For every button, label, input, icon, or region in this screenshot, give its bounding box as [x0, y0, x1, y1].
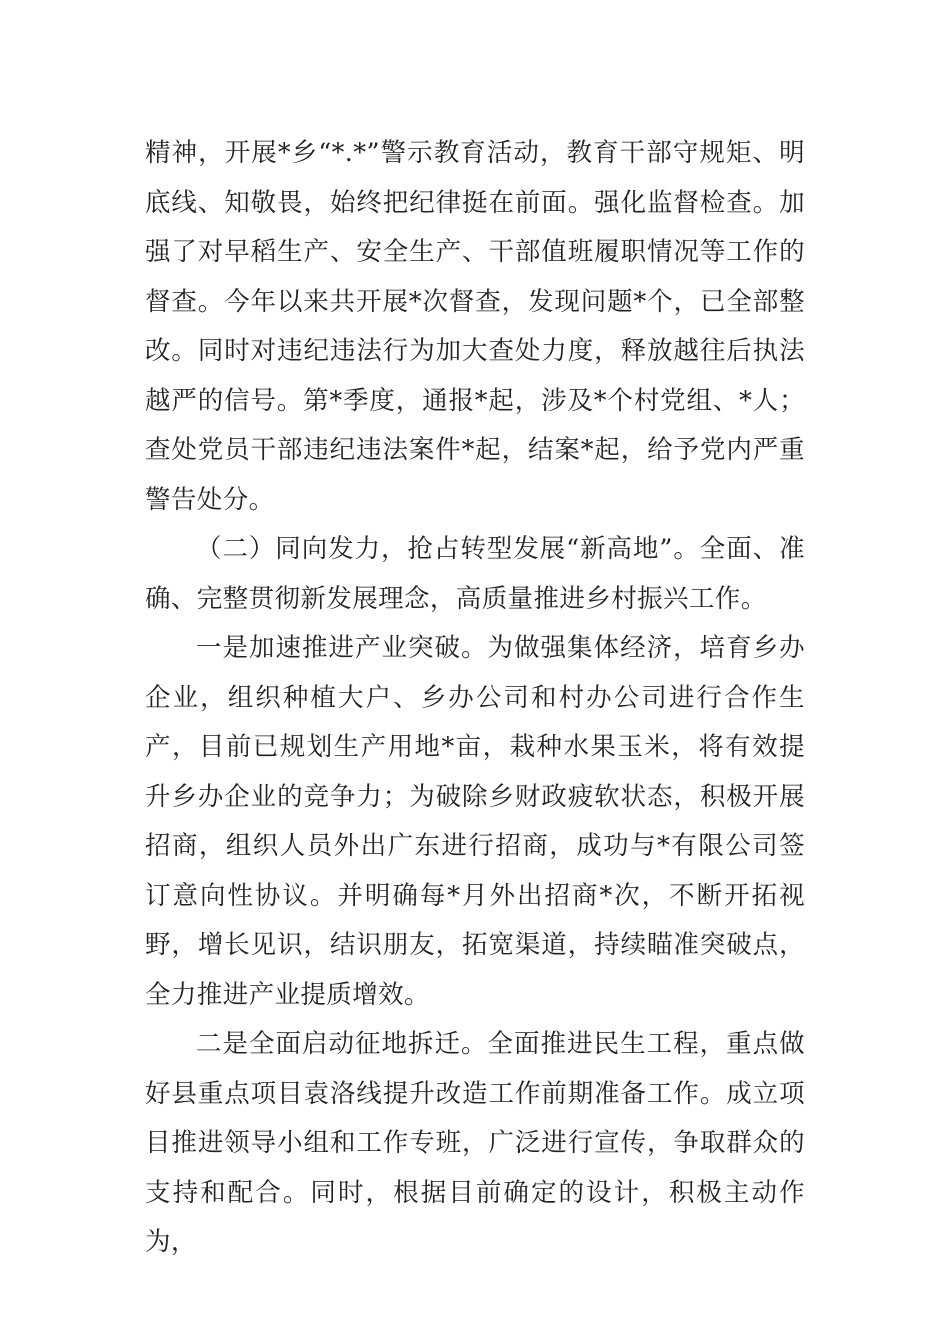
- paragraph-land-acquisition: 二是全面启动征地拆迁。全面推进民生工程，重点做好县重点项目袁洛线提升改造工作前期准备工作。成立项目推进领导小组和工作专班，广泛进行宣传，争取群众的支持和配合。同时，根据目前确定的设计，积极主动作为，: [145, 1029, 805, 1257]
- document-body: [145, 129, 805, 1268]
- paragraph-discipline-supervision: 精神，开展*乡“*.*”警示教育活动，教育干部守规矩、明底线、知敬畏，始终把纪律挺在前面。强化监督检查。加强了对早稻生产、安全生产、干部值班履职情况等工作的督查。今年以来共开展*次督查，发现问题*个，已全部整改。同时对违纪违法行为加大查处力度，释放越往后执法越严的信号。第*季度，通报*起，涉及*个村党组、*人；查处党员干部违纪违法案件*起，结案*起，给予党内严重警告处分。: [145, 138, 805, 515]
- paragraph-industry-breakthrough: 一是加速推进产业突破。为做强集体经济，培育乡办企业，组织种植大户、乡办公司和村办公司进行合作生产，目前已规划生产用地*亩，栽种水果玉米，将有效提升乡办企业的竞争力；为破除乡财政疲软状态，积极开展招商，组织人员外出广东进行招商，成功与*有限公司签订意向性协议。并明确每*月外出招商*次，不断开拓视野，增长见识，结识朋友，拓宽渠道，持续瞄准突破点，全力推进产业提质增效。: [145, 633, 805, 1010]
- paragraph-section-two-heading: （二）同向发力，抢占转型发展“新高地”。全面、准确、完整贯彻新发展理念，高质量推进乡村振兴工作。: [145, 534, 805, 614]
